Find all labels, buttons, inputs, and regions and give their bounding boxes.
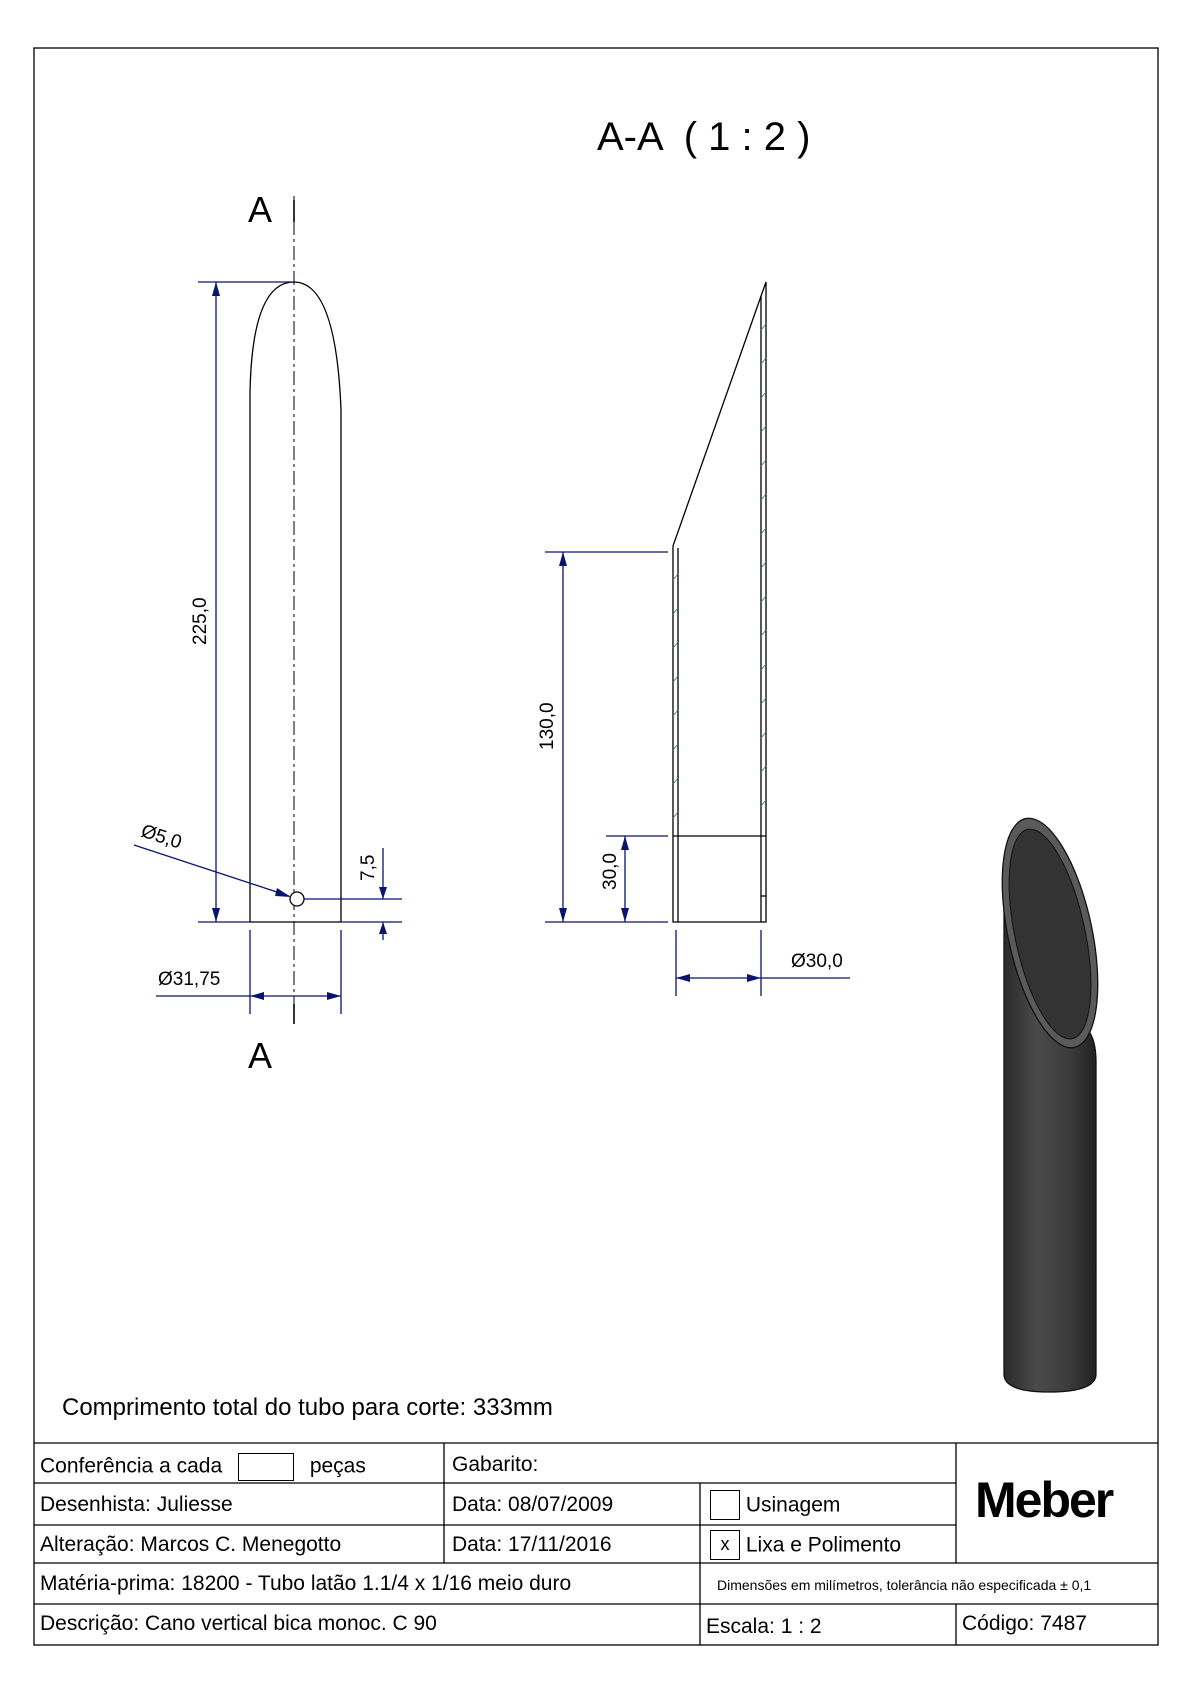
materia-value: 18200 - Tubo latão 1.1/4 x 1/16 meio duro: [181, 1572, 572, 1595]
dim-d30-label: Ø30,0: [791, 951, 843, 972]
descricao-value: Cano vertical bica monoc. C 90: [145, 1612, 437, 1635]
cut-label-top: A: [248, 189, 273, 230]
dim-hole-arrow: [275, 888, 291, 897]
desenhista-cell: [40, 1494, 233, 1515]
dim-75-arrow-bottom: [379, 922, 387, 934]
codigo-label: Código:: [962, 1612, 1035, 1635]
gabarito-label: Gabarito:: [452, 1453, 539, 1476]
conferencia-prefix: Conferência a cada: [40, 1454, 223, 1478]
lixa-label: Lixa e Polimento: [745, 1533, 902, 1557]
alteracao-cell: [40, 1534, 341, 1555]
dim-hole-label: Ø5,0: [138, 820, 185, 854]
dim-3175-arrow-right: [327, 992, 341, 1000]
dim-30-label: 30,0: [600, 853, 621, 890]
lixa-cell: [710, 1530, 901, 1560]
meber-logo: Meber: [975, 1472, 1113, 1528]
conferencia-count-box[interactable]: [238, 1453, 294, 1481]
cut-label-bottom: A: [248, 1035, 273, 1076]
desenhista-value: Juliesse: [156, 1493, 233, 1516]
dim-75-arrow-top: [379, 887, 387, 899]
materia-label: Matéria-prima:: [40, 1572, 176, 1595]
codigo-cell: [962, 1613, 1087, 1634]
alteracao-value: Marcos C. Menegotto: [140, 1533, 342, 1556]
data2-label: Data:: [452, 1533, 503, 1556]
data1-value: 08/07/2009: [508, 1493, 614, 1516]
dim-130-arrow-top: [559, 552, 567, 566]
usinagem-label: Usinagem: [745, 1493, 841, 1517]
cut-length-note: Comprimento total do tubo para corte: 333mm: [62, 1394, 553, 1421]
section-outline: [673, 282, 766, 922]
dim-75-label: 7,5: [358, 854, 379, 881]
data2-cell: [452, 1534, 612, 1555]
section-title: A-A ( 1 : 2 ): [597, 115, 811, 159]
lixa-checkbox[interactable]: x: [710, 1530, 740, 1560]
conferencia-suffix: peças: [309, 1454, 366, 1478]
section-view: [537, 282, 850, 996]
dim-d30-arrow-right: [747, 974, 761, 982]
dim-130-label: 130,0: [537, 702, 558, 750]
dim-225-arrow-bottom: [212, 908, 220, 922]
escala-cell: Escala: 1 : 2: [706, 1615, 822, 1638]
data2-value: 17/11/2016: [508, 1533, 612, 1556]
dim-d30-arrow-left: [676, 974, 690, 982]
data1-cell: [452, 1494, 613, 1515]
descricao-label: Descrição:: [40, 1612, 140, 1635]
dim-30-arrow-top: [621, 836, 629, 850]
dim-3175-arrow-left: [250, 992, 264, 1000]
tolerancia-note: Dimensões em milímetros, tolerância não especificada ± 0,1: [717, 1577, 1092, 1593]
tube-render: [985, 810, 1116, 1392]
section-hatch-right: [761, 324, 766, 806]
dim-225-arrow-top: [212, 282, 220, 296]
codigo-value: 7487: [1040, 1612, 1087, 1635]
usinagem-cell: [710, 1490, 840, 1520]
hole: [290, 892, 304, 906]
desenhista-label: Desenhista:: [40, 1493, 151, 1516]
dim-130-arrow-bottom: [559, 908, 567, 922]
materia-cell: [40, 1573, 571, 1594]
dim-225-label: 225,0: [190, 597, 211, 645]
front-view: [134, 189, 402, 1076]
section-hatch-left: [673, 574, 678, 818]
data1-label: Data:: [452, 1493, 503, 1516]
descricao-cell: [40, 1613, 437, 1634]
dim-hole-leader: [134, 845, 289, 896]
usinagem-checkbox[interactable]: [710, 1490, 740, 1520]
dim-30-arrow-bottom: [621, 908, 629, 922]
alteracao-label: Alteração:: [40, 1533, 135, 1556]
conferencia-cell: [40, 1453, 366, 1481]
tube-outline: [250, 282, 341, 922]
dim-3175-label: Ø31,75: [158, 969, 221, 990]
